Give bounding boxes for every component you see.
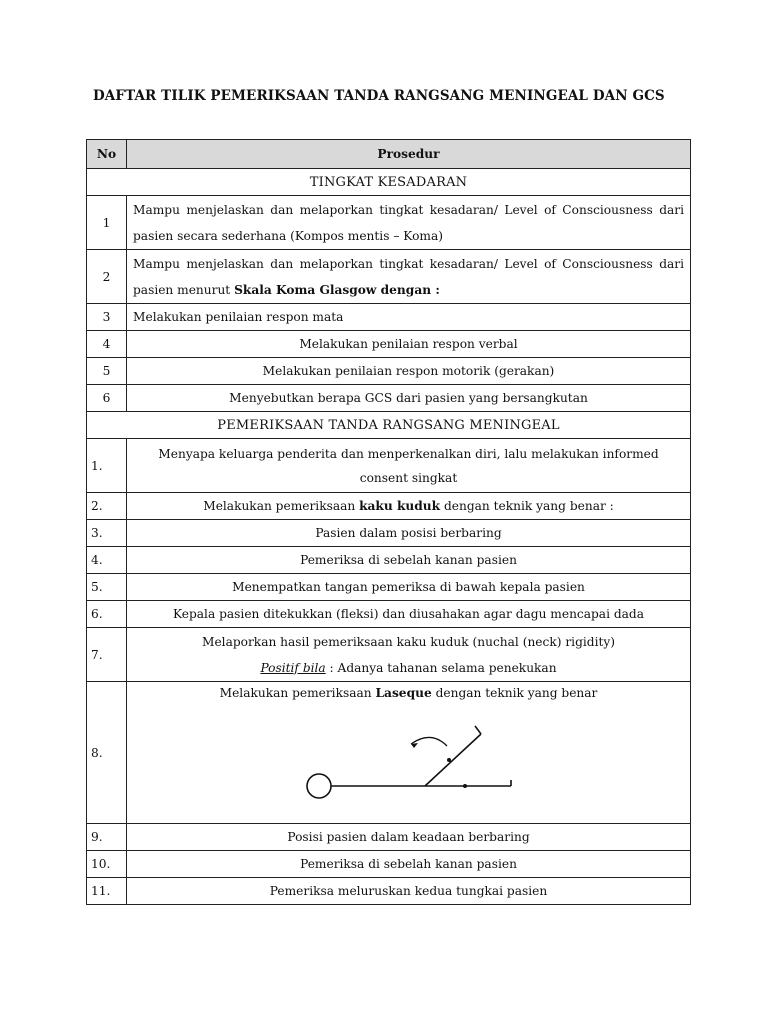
header-prosedur: Prosedur: [127, 140, 691, 169]
row-text: Menempatkan tangan pemeriksa di bawah kepala pasien: [127, 574, 691, 601]
row-text-line: [133, 686, 684, 700]
row-text-bold: Laseque: [375, 686, 432, 700]
checklist-table: [86, 139, 691, 905]
section-meningeal: PEMERIKSAAN TANDA RANGSANG MENINGEAL: [87, 412, 691, 439]
row-text: Pemeriksa meluruskan kedua tungkai pasien: [127, 878, 691, 905]
row-text: Posisi pasien dalam keadaan berbaring: [127, 824, 691, 851]
row-text-part: Melakukan pemeriksaan: [219, 686, 376, 700]
row-text: [127, 493, 691, 520]
table-row: [87, 601, 691, 628]
row-number: 3: [87, 304, 127, 331]
row-number: 6: [87, 385, 127, 412]
row-text-part: dengan teknik yang benar :: [440, 499, 614, 513]
row-number: 2: [87, 250, 127, 304]
section-row: [87, 412, 691, 439]
row-text: Pemeriksa di sebelah kanan pasien: [127, 547, 691, 574]
table-row: [87, 439, 691, 493]
table-row: [87, 682, 691, 824]
section-tingkat-kesadaran: TINGKAT KESADARAN: [87, 169, 691, 196]
row-text: Melakukan penilaian respon mata: [127, 304, 691, 331]
row-text: Menyapa keluarga penderita dan menperkenalkan diri, lalu melakukan informed consent singkat: [127, 439, 691, 493]
row-number: 1.: [87, 439, 127, 493]
row-text: Menyebutkan berapa GCS dari pasien yang bersangkutan: [127, 385, 691, 412]
row-text: Pasien dalam posisi berbaring: [127, 520, 691, 547]
separator: :: [325, 660, 338, 675]
row-number: 2.: [87, 493, 127, 520]
row-text: Pemeriksa di sebelah kanan pasien: [127, 851, 691, 878]
row-text-line: [133, 655, 684, 681]
head-circle: [307, 774, 331, 798]
table-header-row: [87, 140, 691, 169]
table-row: [87, 520, 691, 547]
table-row: [87, 250, 691, 304]
row-text-part: dengan teknik yang benar: [431, 686, 598, 700]
positif-label: Positif bila: [260, 660, 326, 675]
row-text: Melakukan penilaian respon verbal: [127, 331, 691, 358]
row-number: 6.: [87, 601, 127, 628]
table-row: [87, 574, 691, 601]
positif-text: Adanya tahanan selama penekukan: [337, 660, 557, 675]
row-text-bold: Skala Koma Glasgow dengan :: [234, 282, 440, 297]
table-row: [87, 851, 691, 878]
row-text-part: Mampu menjelaskan dan melaporkan tingkat kesadaran/ Level of Consciousness dari pasien menurut: [133, 256, 684, 297]
row-text: [127, 682, 691, 824]
row-text: Mampu menjelaskan dan melaporkan tingkat kesadaran/ Level of Consciousness dari pasien secara sederhana (Kompos mentis – Koma): [127, 196, 691, 250]
row-number: 9.: [87, 824, 127, 851]
row-text-line: Melaporkan hasil pemeriksaan kaku kuduk (nuchal (neck) rigidity): [201, 634, 616, 649]
table-row: [87, 385, 691, 412]
knee-dot: [463, 784, 467, 788]
row-number: 5: [87, 358, 127, 385]
page-title: DAFTAR TILIK PEMERIKSAAN TANDA RANGSANG MENINGEAL DAN GCS: [93, 88, 665, 104]
row-number: 5.: [87, 574, 127, 601]
table-row: [87, 547, 691, 574]
row-number: 11.: [87, 878, 127, 905]
row-text: [127, 628, 691, 682]
row-number: 1: [87, 196, 127, 250]
row-number: 7.: [87, 628, 127, 682]
table-row: [87, 196, 691, 250]
row-text-part: Melakukan pemeriksaan: [203, 499, 360, 513]
row-number: 4: [87, 331, 127, 358]
row-text-bold: kaku kuduk: [359, 499, 441, 513]
table-row: [87, 358, 691, 385]
leg-dot: [447, 758, 451, 762]
table-row: [87, 493, 691, 520]
raised-foot-line: [475, 726, 481, 734]
header-no: No: [87, 140, 127, 169]
raised-leg-line: [425, 734, 481, 786]
row-number: 3.: [87, 520, 127, 547]
table-row: [87, 824, 691, 851]
row-text: [127, 250, 691, 304]
table-row: [87, 304, 691, 331]
row-number: 4.: [87, 547, 127, 574]
table-row: [87, 628, 691, 682]
laseque-diagram: [303, 720, 523, 810]
row-number: 10.: [87, 851, 127, 878]
table-row: [87, 331, 691, 358]
row-text: Kepala pasien ditekukkan (fleksi) dan diusahakan agar dagu mencapai dada: [127, 601, 691, 628]
row-text: Melakukan penilaian respon motorik (gerakan): [127, 358, 691, 385]
section-row: [87, 169, 691, 196]
table-row: [87, 878, 691, 905]
row-number: 8.: [87, 682, 127, 824]
